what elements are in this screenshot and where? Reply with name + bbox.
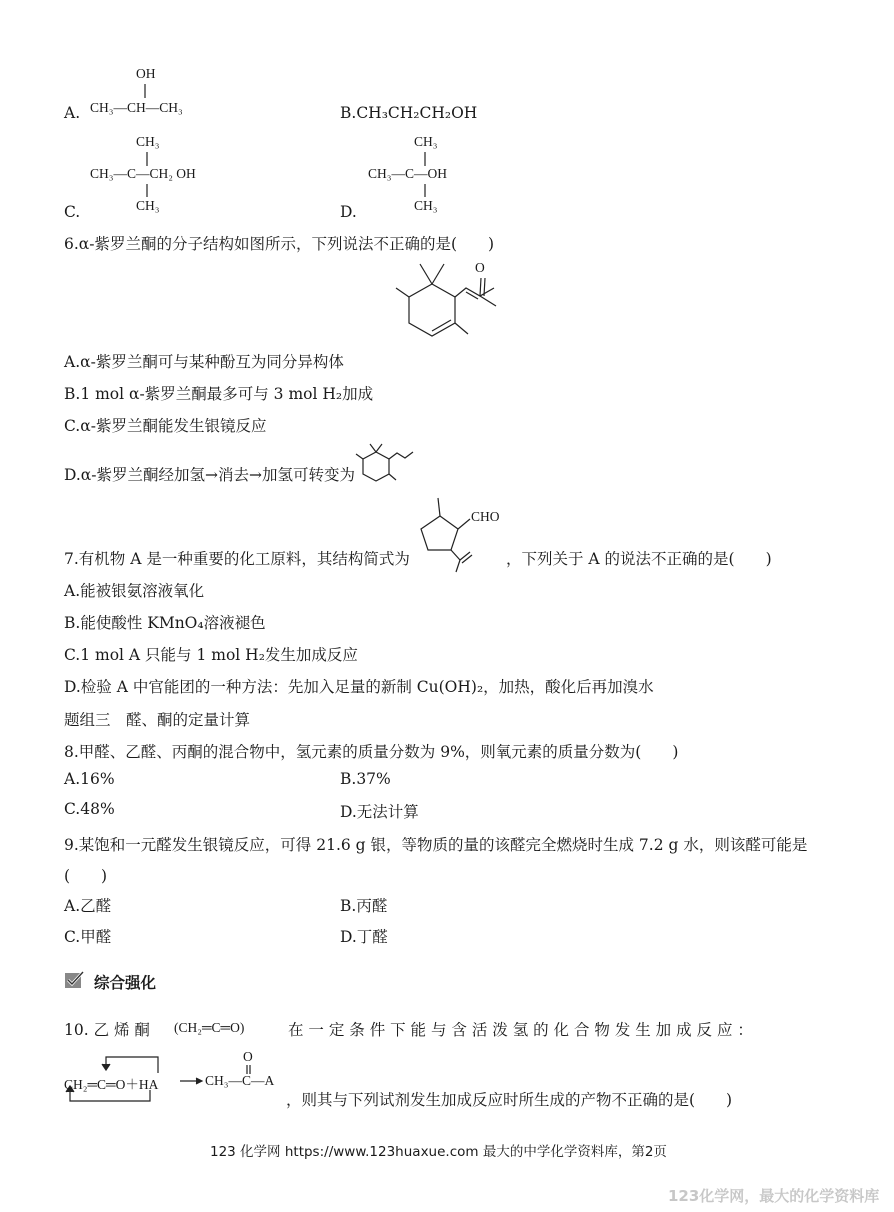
page-footer: 123 化学网 https://www.123huaxue.com 最大的中学化学资料库，第2页: [210, 1144, 667, 1160]
q7-stem-after: ，下列关于 A 的说法不正确的是( ): [506, 550, 772, 568]
q8-option-c: C.48%: [64, 800, 115, 818]
q5-a-chain: CH₃—CH—CH₃: [90, 100, 183, 115]
q10-eq-right: CH₃—C—A: [205, 1073, 275, 1088]
q10-stem-end: ，则其与下列试剂发生加成反应时所生成的产物不正确的是( ): [286, 1091, 733, 1109]
q5-option-b: B.CH₃CH₂CH₂OH: [340, 104, 478, 122]
q8-option-a: A.16%: [64, 770, 115, 788]
q9-option-b: B.丙醛: [340, 897, 388, 915]
q10-eq-left: CH₂═C═O＋HA: [64, 1077, 159, 1092]
q5-option-d-label: D.: [340, 203, 357, 221]
section-title: 综合强化: [94, 974, 157, 992]
q5-d-main: CH₃—C—OH: [368, 166, 447, 181]
q8-option-b: B.37%: [340, 770, 391, 788]
q7-stem-before: 7.有机物 A 是一种重要的化工原料，其结构简式为: [64, 550, 410, 568]
q8-stem: 8.甲醛、乙醛、丙酮的混合物中，氢元素的质量分数为 9%，则氧元素的质量分数为( ): [64, 743, 679, 761]
q10-formula: (CH₂═C═O): [174, 1020, 245, 1035]
q6-ketone-o: O: [475, 260, 485, 275]
q5-a-oh: OH: [136, 66, 156, 81]
q9-paren: ( ): [64, 867, 108, 885]
q10-eq-o: O: [243, 1049, 253, 1064]
q10-reaction-arrows: [0, 0, 1, 1]
q10-stem-right: 在 一 定 条 件 下 能 与 含 活 泼 氢 的 化 合 物 发 生 加 成 反 应 ：: [288, 1021, 753, 1039]
q9-option-d: D.丁醛: [340, 928, 388, 946]
q9-option-c: C.甲醛: [64, 928, 112, 946]
q6-option-c: C.α-紫罗兰酮能发生银镜反应: [64, 417, 267, 435]
watermark: 123化学网，最大的化学资料库: [668, 1187, 880, 1205]
q6-option-a: A.α-紫罗兰酮可与某种酚互为同分异构体: [64, 353, 344, 371]
group3-title: 题组三 醛、酮的定量计算: [64, 711, 251, 729]
q6-option-d: D.α-紫罗兰酮经加氢→消去→加氢可转变为: [64, 466, 355, 484]
q8-option-d: D.无法计算: [340, 803, 419, 821]
q6-option-b: B.1 mol α-紫罗兰酮最多可与 3 mol H₂加成: [64, 385, 374, 403]
compound-a-cho: CHO: [471, 509, 500, 524]
check-square-icon: [64, 970, 86, 990]
q5-c-bottom: CH₃: [136, 198, 160, 213]
q7-option-d: D.检验 A 中官能团的一种方法：先加入足量的新制 Cu(OH)₂，加热，酸化后再加溴水: [64, 678, 654, 696]
q7-option-b: B.能使酸性 KMnO₄溶液褪色: [64, 614, 266, 632]
q5-option-a-label: A.: [64, 104, 81, 122]
q9-stem: 9.某饱和一元醛发生银镜反应，可得 21.6 g 银，等物质的量的该醛完全燃烧时生成 7.2 g 水，则该醛可能是: [64, 836, 808, 854]
q6-stem: 6.α-紫罗兰酮的分子结构如图所示，下列说法不正确的是( ): [64, 235, 495, 253]
q7-option-a: A.能被银氨溶液氧化: [64, 582, 205, 600]
q7-option-c: C.1 mol A 只能与 1 mol H₂发生加成反应: [64, 646, 358, 664]
q5-d-top: CH₃: [414, 134, 438, 149]
q10-stem-left: 10. 乙 烯 酮: [64, 1021, 150, 1039]
q5-option-c-label: C.: [64, 203, 81, 221]
q9-option-a: A.乙醛: [64, 897, 112, 915]
q5-c-main: CH₃—C—CH₂ OH: [90, 166, 196, 181]
q5-c-top: CH₃: [136, 134, 160, 149]
q5-d-bottom: CH₃: [414, 198, 438, 213]
